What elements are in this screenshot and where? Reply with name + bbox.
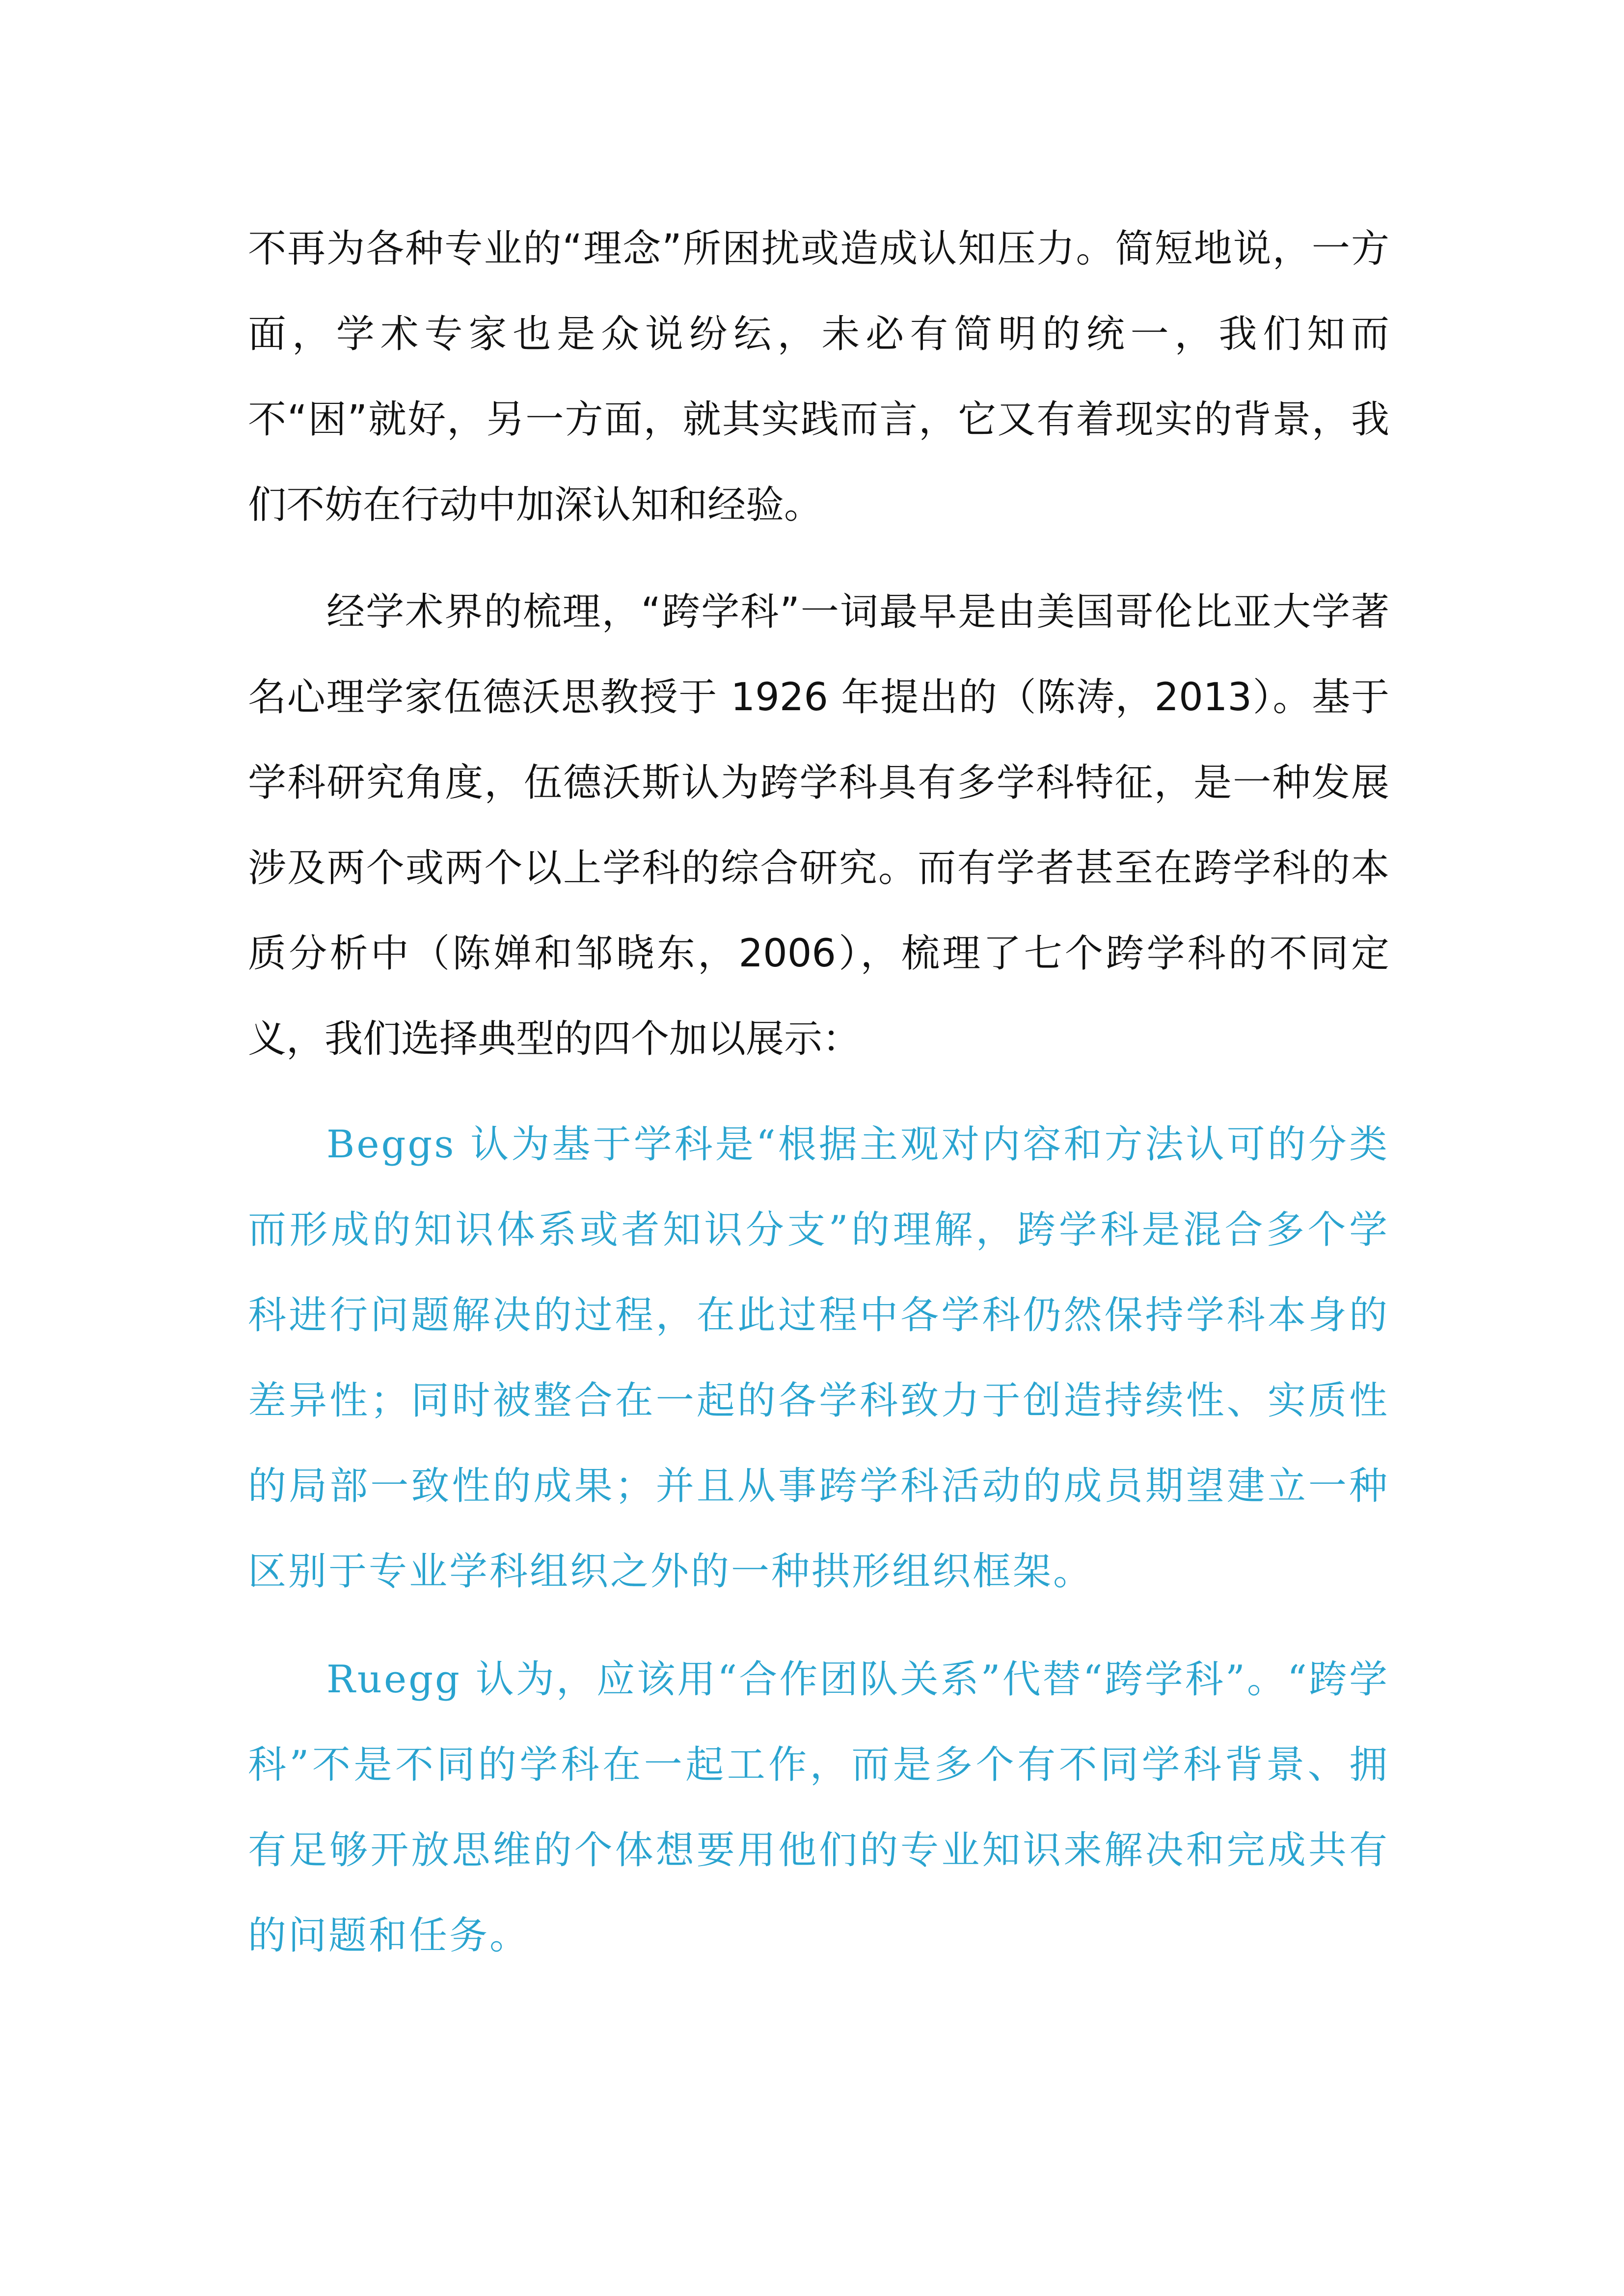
paragraph-body-1: 不再为各种专业的“理念”所困扰或造成认知压力。简短地说，一方面，学术专家也是众说纷纭，未必有简明的统一，我们知而不“困”就好，另一方面，就其实践而言，它又有着现实的背景，我们不妨在行动中加深认知和经验。 [248, 227, 1389, 527]
paragraph-body-2: 经学术界的梳理，“跨学科”一词最早是由美国哥伦比亚大学著名心理学家伍德沃思教授于 1926 年提出的（陈涛，2013）。基于学科研究角度，伍德沃斯认为跨学科具有多学科特征，是一种发展涉及两个或两个以上学科的综合研究。而有学者甚至在跨学科的本质分析中（陈婵和邹晓东，2006），梳理了七个跨学科的不同定义，我们选择典型的四个加以展示： [248, 590, 1389, 1061]
quote-paragraph-beggs: Beggs 认为基于学科是“根据主观对内容和方法认可的分类而形成的知识体系或者知识分支”的理解，跨学科是混合多个学科进行问题解决的过程，在此过程中各学科仍然保持学科本身的差异性；同时被整合在一起的各学科致力于创造持续性、实质性的局部一致性的成果；并且从事跨学科活动的成员期望建立一种区别于专业学科组织之外的一种拱形组织框架。 [248, 1122, 1389, 1594]
quote-paragraph-ruegg: Ruegg 认为，应该用“合作团队关系”代替“跨学科”。“跨学科”不是不同的学科在一起工作，而是多个有不同学科背景、拥有足够开放思维的个体想要用他们的专业知识来解决和完成共有的问题和任务。 [248, 1657, 1389, 1958]
